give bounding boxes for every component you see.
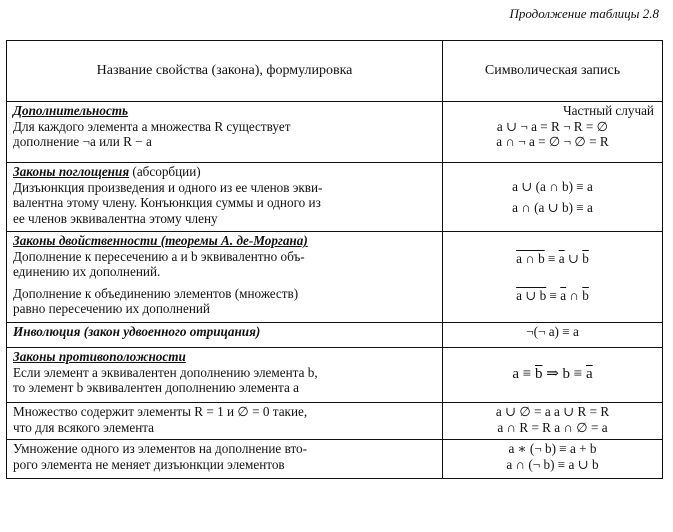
properties-table [6,40,663,479]
formula: a ∩ R = R a ∩ ∅ = a [497,419,608,435]
law-desc-line: Для каждого элемента a множества R существует [13,118,291,134]
law-title: Законы поглощения (абсорбции) [13,164,201,179]
special-case-note: Частный случай [563,103,654,118]
law-desc-line: рого элемента не меняет дизъюнкции элементов [13,456,285,472]
law-cell [7,163,443,232]
law-cell [7,348,443,403]
formula: a ∪ ∅ = a a ∪ R = R [495,404,610,419]
law-title: Законы двойственности (теоремы А. де-Моргана) [13,233,308,248]
formula: $a \equiv \overline{b}$ ⇒ $b \equiv \overline{a}$ [512,366,593,383]
law-desc-line: Дополнение к объединению элементов (множеств) [13,285,299,301]
header-name: Название свойства (закона), формулировка [7,41,443,102]
formula: a ∪ $b \equiv \overline{a}$ ∩ $\overline{b}$ [516,288,589,303]
law-cell [7,323,443,348]
formula: a ∪ (a ∩ b) ≡ a [512,178,593,194]
law-desc-line: дополнение ¬a или R − a [13,134,152,149]
law-desc-line: Умножение одного из элементов на дополнение вто- [13,441,308,456]
law-title: Законы противоположности [13,349,186,364]
law-title: Дополнительность [13,103,129,118]
table-row [7,440,663,479]
table-row [7,102,663,163]
formula: a ∗ (¬ b) ≡ a + b [508,441,597,456]
law-cell [7,232,443,323]
symbol-cell [443,440,663,479]
law-desc-line: Множество содержит элементы R = 1 и ∅ = 0 такие, [13,404,308,419]
table-header-row [7,41,663,102]
formula: ¬(¬ a) ≡ a [526,324,579,339]
law-desc-line: Дизъюнкция произведения и одного из ее членов экви- [13,179,323,195]
law-desc-line: валентна этому члену. Конъюнкция суммы и одного из [13,195,321,210]
table-caption: Продолжение таблицы 2.8 [509,6,659,21]
law-desc-line: равно пересечению их дополнений [13,301,210,316]
law-desc-line: то элемент b эквивалентен дополнению элемента a [13,380,299,395]
symbol-cell [443,323,663,348]
formula: a ∩ $b \equiv \overline{a}$ ∪ $\overline{b}$ [516,250,589,266]
law-desc-line: Дополнение к пересечению a и b эквивалентно объ- [13,248,305,264]
table-row [7,348,663,403]
law-title: Инволюция (закон удвоенного отрицания) [13,324,261,339]
symbol-cell [443,163,663,232]
law-cell [7,440,443,479]
law-cell [7,102,443,163]
law-desc-line: Если элемент a эквивалентен дополнению элемента b, [13,364,318,380]
formula: a ∪ ¬ a = R ¬ R = ∅ [496,118,609,134]
formula: a ∩ ¬ a = ∅ ¬ ∅ = R [496,134,609,149]
law-cell [7,403,443,440]
table-row [7,403,663,440]
symbol-cell [443,403,663,440]
symbol-cell [443,232,663,323]
law-desc-line: единению их дополнений. [13,264,161,279]
formula: a ∩ (a ∪ b) ≡ a [512,200,593,215]
table-row [7,232,663,323]
symbol-cell [443,348,663,403]
header-symbolic: Символическая запись [443,41,663,102]
law-desc-line: ее членов эквивалентна этому члену [13,210,218,226]
symbol-cell [443,102,663,163]
law-desc-line: что для всякого элемента [13,419,155,435]
table-row [7,163,663,232]
formula: a ∩ (¬ b) ≡ a ∪ b [506,456,599,472]
table-row [7,323,663,348]
